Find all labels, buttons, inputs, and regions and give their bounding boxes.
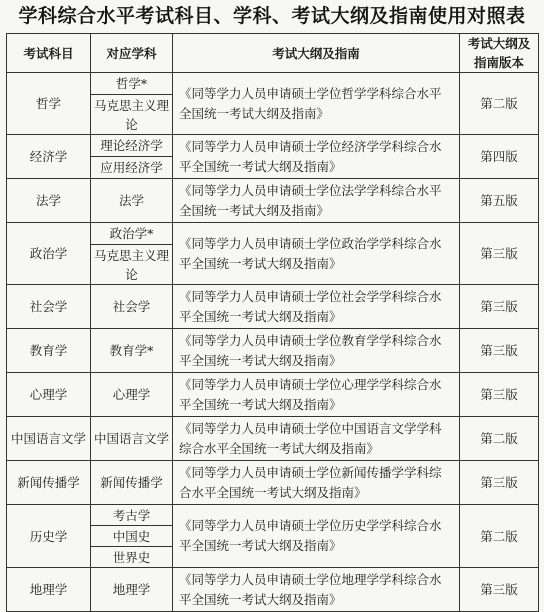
edition-cell: 第三版 [460, 461, 539, 505]
table-header-row [7, 34, 539, 73]
guide-cell: 《同等学力人员申请硕士学位社会学学科综合水平全国统一考试大纲及指南》 [173, 285, 460, 329]
discipline-cell: 心理学 [91, 373, 173, 417]
table-row [7, 505, 539, 526]
discipline-cell: 理论经济学 [91, 135, 173, 157]
table-row [7, 73, 539, 95]
table-row [7, 135, 539, 157]
edition-cell: 第二版 [460, 505, 539, 568]
guide-cell: 《同等学力人员申请硕士学位心理学学科综合水平全国统一考试大纲及指南》 [173, 373, 460, 417]
discipline-cell: 哲学* [91, 73, 173, 95]
discipline-cell: 马克思主义理论 [91, 245, 173, 285]
exam-subject-cell: 政治学 [7, 223, 91, 285]
table-row [7, 461, 539, 505]
edition-cell: 第三版 [460, 285, 539, 329]
table-row [7, 285, 539, 329]
discipline-cell: 中国史 [91, 526, 173, 547]
guide-cell: 《同等学力人员申请硕士学位经济学学科综合水平全国统一考试大纲及指南》 [173, 135, 460, 179]
exam-subject-cell: 新闻传播学 [7, 461, 91, 505]
discipline-cell: 世界史 [91, 547, 173, 568]
exam-subject-cell: 地理学 [7, 568, 91, 612]
edition-cell: 第二版 [460, 73, 539, 135]
reference-table [6, 33, 539, 612]
exam-subject-cell: 法学 [7, 179, 91, 223]
guide-cell: 《同等学力人员申请硕士学位教育学学科综合水平全国统一考试大纲及指南》 [173, 329, 460, 373]
discipline-cell: 政治学* [91, 223, 173, 245]
exam-subject-cell: 经济学 [7, 135, 91, 179]
table-row [7, 223, 539, 245]
discipline-cell: 马克思主义理论 [91, 95, 173, 135]
table-row [7, 568, 539, 612]
guide-cell: 《同等学力人员申请硕士学位新闻传播学学科综合水平全国统一考试大纲及指南》 [173, 461, 460, 505]
exam-subject-cell: 社会学 [7, 285, 91, 329]
exam-subject-cell: 哲学 [7, 73, 91, 135]
edition-cell: 第三版 [460, 223, 539, 285]
guide-cell: 《同等学力人员申请硕士学位哲学学科综合水平全国统一考试大纲及指南》 [173, 73, 460, 135]
discipline-cell: 应用经济学 [91, 157, 173, 179]
guide-cell: 《同等学力人员申请硕士学位地理学学科综合水平全国统一考试大纲及指南》 [173, 568, 460, 612]
exam-subject-cell: 教育学 [7, 329, 91, 373]
edition-cell: 第二版 [460, 417, 539, 461]
header-related-discipline: 对应学科 [91, 34, 173, 73]
edition-cell: 第三版 [460, 568, 539, 612]
exam-subject-cell: 中国语言文学 [7, 417, 91, 461]
discipline-cell: 中国语言文学 [91, 417, 173, 461]
edition-cell: 第四版 [460, 135, 539, 179]
page-title: 学科综合水平考试科目、学科、考试大纲及指南使用对照表 [18, 5, 526, 27]
edition-cell: 第三版 [460, 373, 539, 417]
discipline-cell: 法学 [91, 179, 173, 223]
table-row [7, 373, 539, 417]
header-guide: 考试大纲及指南 [173, 34, 460, 73]
header-edition-line1: 考试大纲及 [467, 36, 531, 51]
discipline-cell: 地理学 [91, 568, 173, 612]
table-row [7, 417, 539, 461]
guide-cell: 《同等学力人员申请硕士学位政治学学科综合水平全国统一考试大纲及指南》 [173, 223, 460, 285]
discipline-cell: 教育学* [91, 329, 173, 373]
exam-subject-cell: 心理学 [7, 373, 91, 417]
edition-cell: 第五版 [460, 179, 539, 223]
header-edition [460, 34, 539, 73]
guide-cell: 《同等学力人员申请硕士学位法学学科综合水平全国统一考试大纲及指南》 [173, 179, 460, 223]
header-edition-line2: 指南版本 [473, 55, 524, 70]
discipline-cell: 社会学 [91, 285, 173, 329]
table-row [7, 179, 539, 223]
guide-cell: 《同等学力人员申请硕士学位历史学学科综合水平全国统一考试大纲及指南》 [173, 505, 460, 568]
table-row [7, 329, 539, 373]
guide-cell: 《同等学力人员申请硕士学位中国语言文学学科综合水平全国统一考试大纲及指南》 [173, 417, 460, 461]
edition-cell: 第三版 [460, 329, 539, 373]
discipline-cell: 考古学 [91, 505, 173, 526]
header-exam-subject: 考试科目 [7, 34, 91, 73]
exam-subject-cell: 历史学 [7, 505, 91, 568]
discipline-cell: 新闻传播学 [91, 461, 173, 505]
